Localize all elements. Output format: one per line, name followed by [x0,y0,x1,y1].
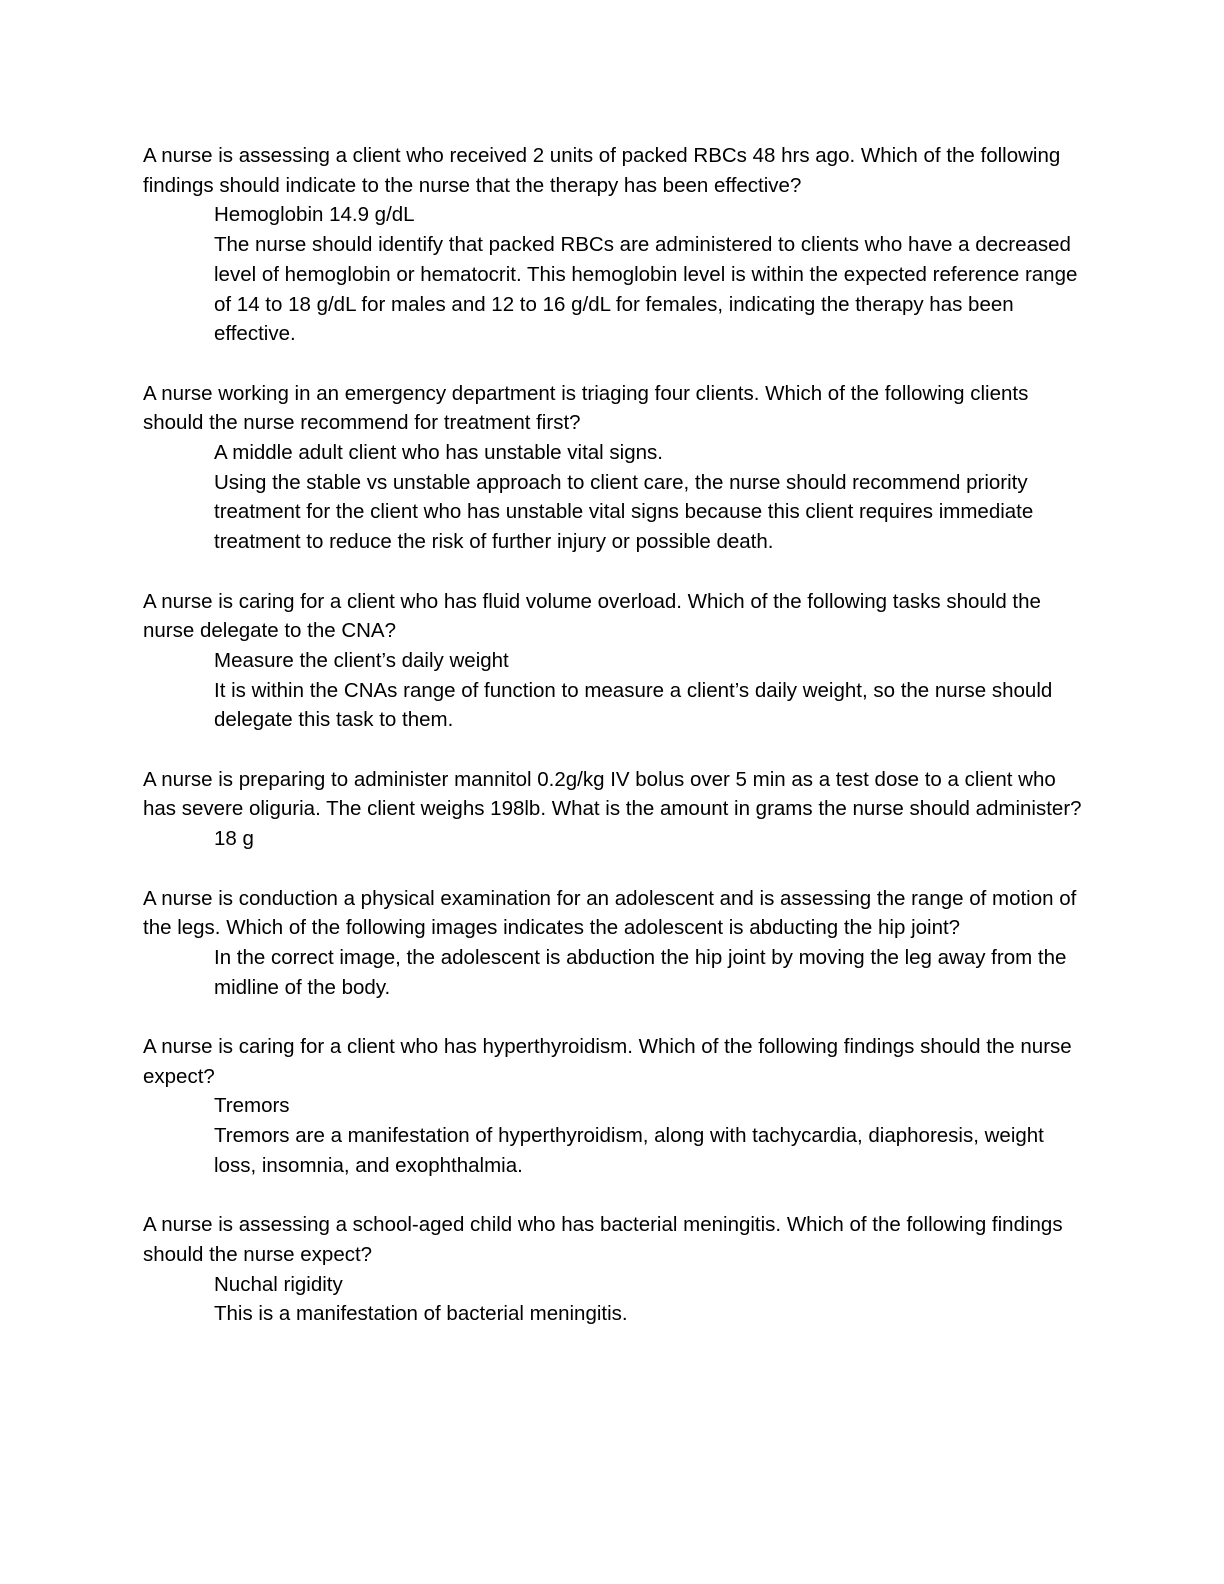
answer-text: Hemoglobin 14.9 g/dL [214,203,415,227]
rationale-text: In the correct image, the adolescent is abduction the hip joint by moving the leg away from the midline of the body. [214,945,1067,999]
document-page [143,141,1083,1359]
qa-block-1 [143,141,1083,349]
question-text: A nurse is assessing a client who received 2 units of packed RBCs 48 hrs ago. Which of the following findings should indicate to the nurse that the therapy has been effective? [143,144,1061,197]
rationale-text: Using the stable vs unstable approach to client care, the nurse should recommend priority treatment for the client who has unstable vital signs because this client requires immediate treatment to reduce the risk of further injury or possible death. [214,470,1034,554]
answer-text: Measure the client’s daily weight [214,648,509,672]
qa-block-7 [143,1210,1083,1329]
qa-block-2 [143,379,1083,557]
question-text: A nurse is conduction a physical examination for an adolescent and is assessing the range of motion of the legs. Which of the following images indicates the adolescent is abducting the hip joint? [143,886,1077,940]
answer-text: A middle adult client who has unstable vital signs. [214,441,663,465]
question-text: A nurse is preparing to administer mannitol 0.2g/kg IV bolus over 5 min as a test dose to a client who has severe oliguria. The client weighs 198lb. What is the amount in grams the nurse should administer? [143,767,1082,821]
qa-block-6 [143,1032,1083,1181]
qa-block-5 [143,884,1083,1003]
rationale-text: This is a manifestation of bacterial meningitis. [214,1302,628,1326]
rationale-text: The nurse should identify that packed RBCs are administered to clients who have a decreased level of hemoglobin or hematocrit. This hemoglobin level is within the expected reference range of 14 to 18 g/dL for males and 12 to 16 g/dL for females, indicating the therapy has been effective. [214,233,1078,346]
qa-block-4 [143,765,1083,854]
question-text: A nurse working in an emergency department is triaging four clients. Which of the following clients should the nurse recommend for treatment first? [143,381,1029,435]
rationale-text: Tremors are a manifestation of hyperthyroidism, along with tachycardia, diaphoresis, weight loss, insomnia, and exophthalmia. [214,1124,1044,1177]
rationale-text: It is within the CNAs range of function to measure a client’s daily weight, so the nurse should delegate this task to them. [214,678,1053,732]
qa-block-3 [143,587,1083,736]
question-text: A nurse is caring for a client who has hyperthyroidism. Which of the following findings should the nurse expect? [143,1035,1072,1088]
answer-text: Nuchal rigidity [214,1272,343,1296]
question-text: A nurse is assessing a school-aged child who has bacterial meningitis. Which of the following findings should the nurse expect? [143,1213,1063,1266]
question-text: A nurse is caring for a client who has fluid volume overload. Which of the following tasks should the nurse delegate to the CNA? [143,589,1041,643]
answer-text: 18 g [214,827,254,851]
answer-text: Tremors [214,1094,290,1118]
